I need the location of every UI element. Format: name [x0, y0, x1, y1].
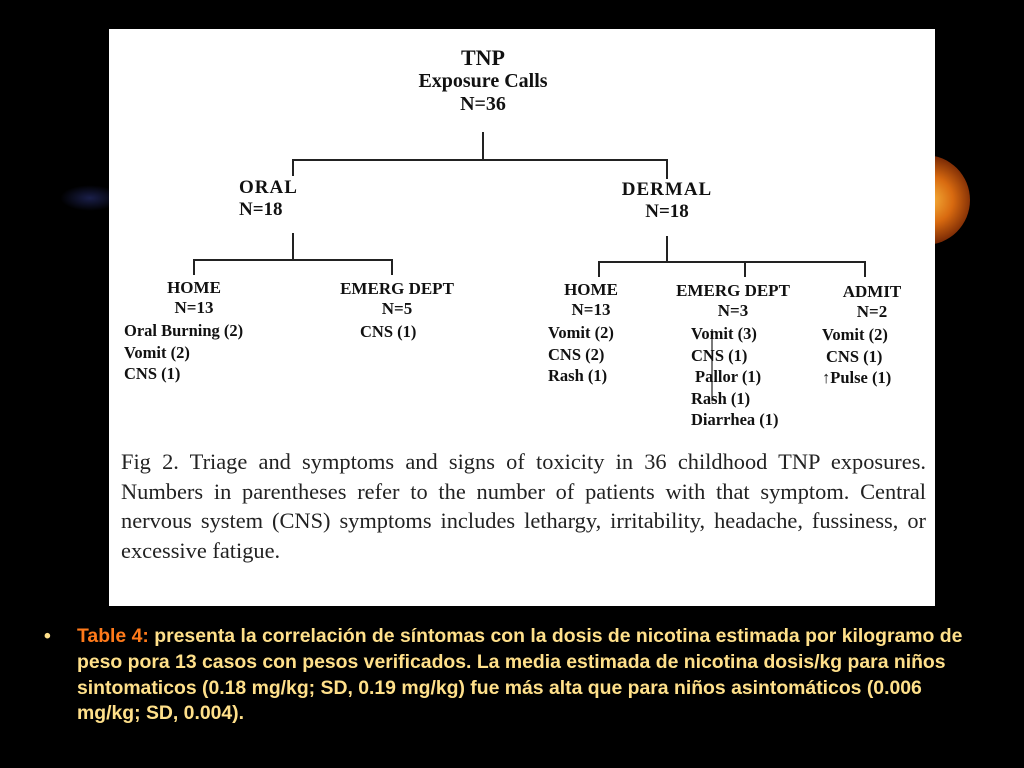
node-tnp-root: [383, 45, 583, 116]
node-title: EMERG DEPT: [676, 281, 790, 300]
node-oral-emerg: [317, 279, 477, 318]
node-subtitle: Exposure Calls: [418, 70, 548, 93]
figure-caption: Fig 2. Triage and symptoms and signs of toxicity in 36 childhood TNP exposures. Numbers in parentheses refer to the number of patients with that symptom. Central nervous system (CNS) symptoms includes lethargy, irritability, headache, fussiness, or excessive fatigue.: [121, 449, 926, 563]
node-count: N=5: [381, 298, 413, 318]
node-count: N=18: [239, 198, 283, 220]
dermal-emerg-symptoms: [691, 323, 779, 431]
node-title: EMERG DEPT: [340, 279, 454, 298]
symptom-item: Pallor (1): [695, 367, 762, 386]
node-count: N=36: [460, 93, 506, 116]
node-oral: [239, 177, 349, 221]
dermal-home-symptoms: [548, 322, 614, 387]
symptom-item: CNS (1): [826, 346, 883, 366]
node-dermal-emerg: [653, 281, 813, 320]
symptom-item: Rash (1): [691, 388, 751, 408]
node-count: N=13: [174, 297, 214, 317]
node-dermal: [587, 179, 747, 223]
node-dermal-home: [546, 280, 636, 319]
node-dermal-admit: [827, 282, 917, 321]
bullet-paragraph: [77, 624, 977, 727]
node-count: N=13: [571, 299, 611, 319]
bullet-marker: •: [44, 625, 51, 647]
symptom-item: Oral Burning (2): [124, 321, 244, 340]
node-count: N=3: [717, 300, 749, 320]
node-title: HOME: [167, 278, 221, 297]
symptom-item: Rash (1): [548, 366, 608, 385]
figure-image: [109, 29, 935, 606]
bullet-body: presenta la correlación de síntomas con la dosis de nicotina estimada por kilogramo de peso pora 13 casos con pesos verificados. La media estimada de nicotina dosis/kg para niños sintomaticos (0.18 mg/kg; SD, 0.19 mg/kg) fue más alta que para niños asintomáticos (0.006 mg/kg; SD, 0.004).: [77, 625, 963, 725]
node-title: DERMAL: [621, 179, 713, 200]
symptom-item: CNS (1): [691, 345, 748, 365]
node-title: HOME: [564, 280, 618, 299]
symptom-item: CNS (1): [124, 364, 181, 383]
oral-emerg-symptoms: [360, 321, 416, 343]
bullet-lead: Table 4:: [77, 625, 149, 647]
node-title: TNP: [461, 45, 505, 70]
oral-home-symptoms: [124, 320, 243, 385]
node-count: N=18: [645, 200, 689, 222]
symptom-item: Vomit (2): [124, 342, 190, 362]
symptom-item: Vomit (2): [822, 325, 888, 344]
symptom-item: CNS (2): [548, 344, 605, 364]
node-count: N=2: [856, 301, 888, 321]
symptom-item: ↑Pulse (1): [822, 368, 892, 387]
node-title: ORAL: [239, 177, 298, 198]
node-oral-home: [144, 278, 244, 317]
symptom-item: Diarrhea (1): [691, 410, 779, 429]
symptom-item: CNS (1): [360, 322, 417, 341]
symptom-item: Vomit (3): [691, 324, 757, 343]
dermal-admit-symptoms: [822, 324, 891, 389]
symptom-item: Vomit (2): [548, 323, 614, 342]
node-title: ADMIT: [842, 282, 902, 301]
